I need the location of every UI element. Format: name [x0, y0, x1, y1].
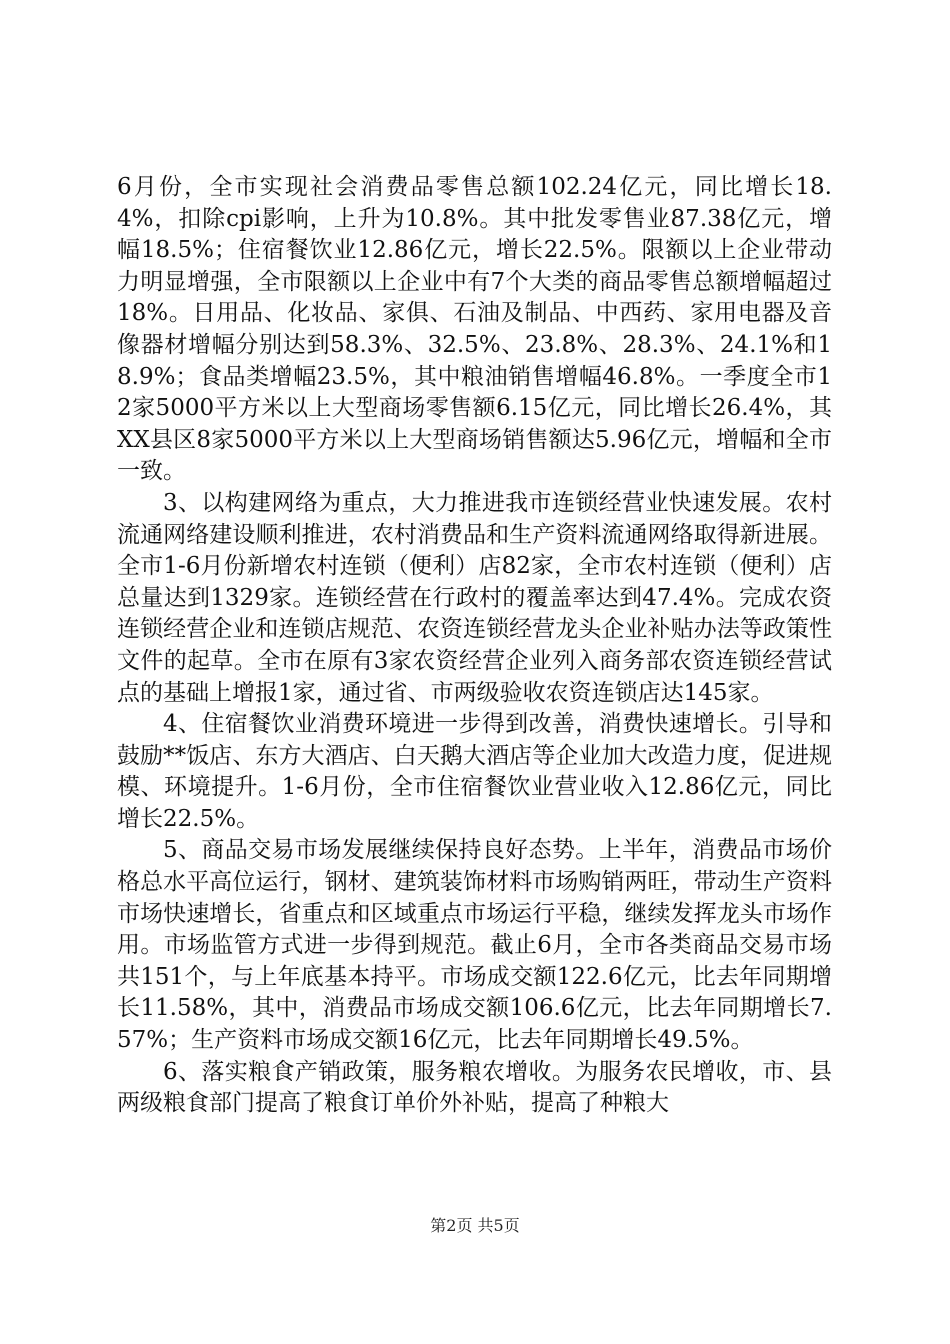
paragraph-retail-sales: 6月份，全市实现社会消费品零售总额102.24亿元，同比增长18.4%，扣除cpi影响，上升为10.8%。其中批发零售业87.38亿元，增幅18.5%；住宿餐饮业12.86亿元，增长22.5%。限额以上企业带动力明显增强，全市限额以上企业中有7个大类的商品零售总额增幅超过18%。日用品、化妆品、家俱、石油及制品、中西药、家用电器及音像器材增幅分别达到58.3%、32.5%、23.8%、28.3%、24.1%和18.9%；食品类增幅23.5%，其中粮油销售增幅46.8%。一季度全市12家5000平方米以上大型商场零售额6.15亿元，同比增长26.4%，其XX县区8家5000平方米以上大型商场销售额达5.96亿元，增幅和全市一致。 — [117, 174, 832, 485]
paragraph-grain-policy: 6、落实粮食产销政策，服务粮农增收。为服务农民增收，市、县两级粮食部门提高了粮食订单价外补贴，提高了种粮大 — [117, 1058, 832, 1117]
paragraph-chain-operation: 3、以构建网络为重点，大力推进我市连锁经营业快速发展。农村流通网络建设顺利推进，农村消费品和生产资料流通网络取得新进展。全市1-6月份新增农村连锁（便利）店82家，全市农村连锁（便利）店总量达到1329家。连锁经营在行政村的覆盖率达到47.4%。完成农资连锁经营企业和连锁店规范、农资连锁经营龙头企业补贴办法等政策性文件的起草。全市在原有3家农资经营企业列入商务部农资连锁经营试点的基础上增报1家，通过省、市两级验收农资连锁店达145家。 — [117, 489, 832, 706]
paragraph-catering: 4、住宿餐饮业消费环境进一步得到改善，消费快速增长。引导和鼓励**饭店、东方大酒店、白天鹅大酒店等企业加大改造力度，促进规模、环境提升。1-6月份，全市住宿餐饮业营业收入12.86亿元，同比增长22.5%。 — [117, 711, 832, 832]
page-footer: 第2页 共5页 — [430, 1216, 520, 1235]
paragraph-trade-market: 5、商品交易市场发展继续保持良好态势。上半年，消费品市场价格总水平高位运行，钢材、建筑装饰材料市场购销两旺，带动生产资料市场快速增长，省重点和区域重点市场运行平稳，继续发挥龙头市场作用。市场监管方式进一步得到规范。截止6月，全市各类商品交易市场共151个，与上年底基本持平。市场成交额122.6亿元，比去年同期增长11.58%，其中，消费品市场成交额106.6亿元，比去年同期增长7.57%；生产资料市场成交额16亿元，比去年同期增长49.5%。 — [117, 837, 832, 1054]
document-body — [117, 172, 832, 1120]
